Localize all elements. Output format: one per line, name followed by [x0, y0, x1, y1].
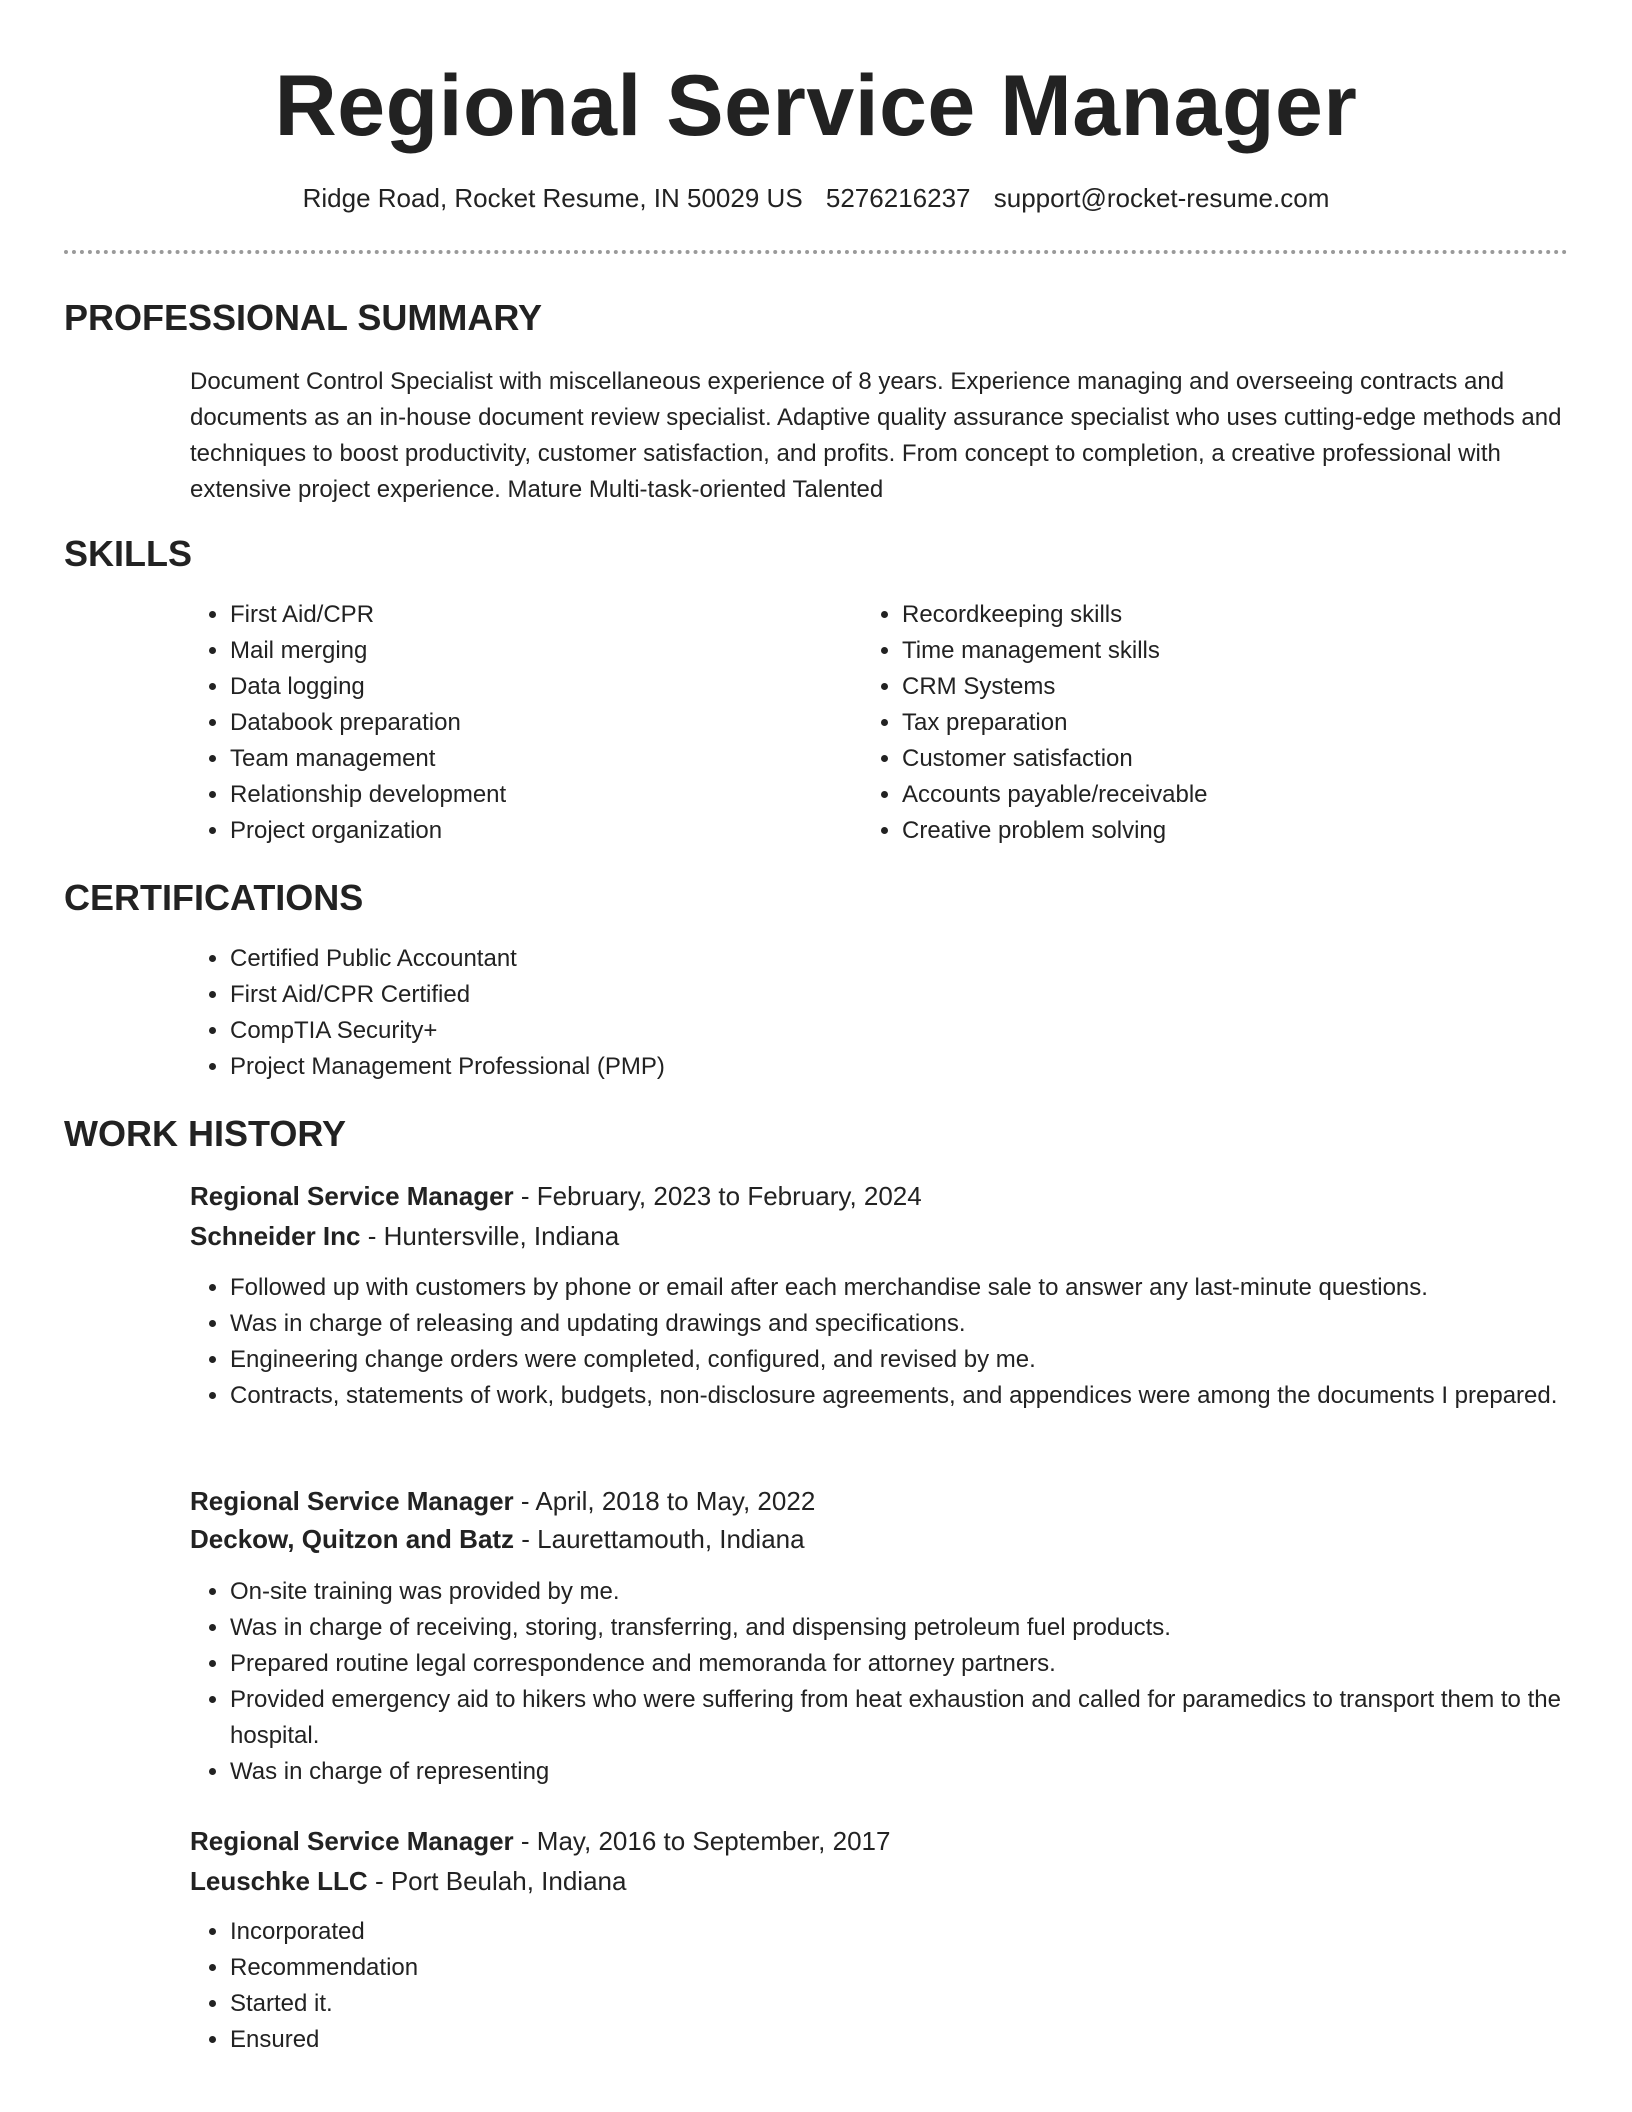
skill-item: • Customer satisfaction: [902, 741, 1502, 777]
job-company: Schneider Inc: [190, 1221, 361, 1251]
job-dates: - February, 2023 to February, 2024: [520, 1181, 922, 1211]
job-bullet: • Started it.: [230, 1986, 1610, 2022]
skills-list-left: [186, 597, 830, 849]
job-bullets: [186, 1914, 1610, 2058]
job-bullet: • Prepared routine legal correspondence and memoranda for attorney partners.: [230, 1646, 1610, 1682]
skill-item: • Relationship development: [230, 777, 830, 813]
job-title-line: [190, 1481, 815, 1521]
certifications-list: [186, 941, 1610, 1085]
skill-item: • Recordkeeping skills: [902, 597, 1502, 633]
job-role: Regional Service Manager: [190, 1826, 514, 1856]
skill-item: • Project organization: [230, 813, 830, 849]
job-title-line: [190, 1176, 922, 1216]
job-bullet: • Was in charge of receiving, storing, transferring, and dispensing petroleum fuel products.: [230, 1610, 1610, 1646]
job-location: - Port Beulah, Indiana: [374, 1866, 627, 1896]
skill-item: • Creative problem solving: [902, 813, 1502, 849]
job-bullet: • Recommendation: [230, 1950, 1610, 1986]
job-company-line: [190, 1519, 805, 1559]
certification-item: • Certified Public Accountant: [230, 941, 1610, 977]
skill-item: • Data logging: [230, 669, 830, 705]
header-divider: [64, 250, 1568, 254]
job-dates: - May, 2016 to September, 2017: [520, 1826, 891, 1856]
job-company-line: [190, 1216, 619, 1256]
skill-item: • Time management skills: [902, 633, 1502, 669]
job-company: Leuschke LLC: [190, 1866, 368, 1896]
job-bullets: [186, 1270, 1610, 1414]
job-bullets: [186, 1574, 1610, 1790]
contact-address: Ridge Road, Rocket Resume, IN 50029 US: [302, 183, 803, 213]
skill-item: • Accounts payable/receivable: [902, 777, 1502, 813]
resume-name: Regional Service Manager: [274, 58, 1358, 154]
skills-heading: SKILLS: [64, 533, 193, 574]
job-location: - Laurettamouth, Indiana: [521, 1524, 805, 1554]
skill-item: • Team management: [230, 741, 830, 777]
job-dates: - April, 2018 to May, 2022: [520, 1486, 816, 1516]
job-bullet: • Ensured: [230, 2022, 1610, 2058]
job-company-line: [190, 1861, 626, 1901]
job-bullet: • Contracts, statements of work, budgets, non-disclosure agreements, and appendices were among the documents I prepared.: [230, 1378, 1610, 1414]
skill-item: • Tax preparation: [902, 705, 1502, 741]
job-location: - Huntersville, Indiana: [367, 1221, 620, 1251]
skills-list-right: [858, 597, 1502, 849]
contact-email: support@rocket-resume.com: [993, 183, 1330, 213]
job-title-line: [190, 1821, 890, 1861]
job-role: Regional Service Manager: [190, 1486, 514, 1516]
certification-item: • First Aid/CPR Certified: [230, 977, 1610, 1013]
job-role: Regional Service Manager: [190, 1181, 514, 1211]
summary-text: Document Control Specialist with miscellaneous experience of 8 years. Experience managing and overseeing contracts and documents as an in-house document review specialist. Adaptive quality assurance specialist who uses cutting-edge methods and techniques to boost productivity, customer satisfaction, and profits. From concept to completion, a creative professional with extensive project experience. Mature Multi-task-oriented Talented: [190, 368, 1562, 503]
skill-item: • Mail merging: [230, 633, 830, 669]
job-bullet: • Incorporated: [230, 1914, 1610, 1950]
certification-item: • Project Management Professional (PMP): [230, 1049, 1610, 1085]
summary-heading: PROFESSIONAL SUMMARY: [64, 297, 543, 338]
skill-item: • First Aid/CPR: [230, 597, 830, 633]
work-history-heading: WORK HISTORY: [64, 1113, 347, 1154]
job-bullet: • Provided emergency aid to hikers who were suffering from heat exhaustion and called for paramedics to transport them to the hospital.: [230, 1682, 1610, 1754]
skill-item: • CRM Systems: [902, 669, 1502, 705]
contact-line: [0, 178, 1632, 218]
certifications-heading: CERTIFICATIONS: [64, 877, 364, 918]
job-bullet: • Followed up with customers by phone or email after each merchandise sale to answer any last-minute questions.: [230, 1270, 1610, 1306]
certification-item: • CompTIA Security+: [230, 1013, 1610, 1049]
job-bullet: • On-site training was provided by me.: [230, 1574, 1610, 1610]
contact-phone: 5276216237: [825, 183, 971, 213]
job-bullet: • Was in charge of representing: [230, 1754, 1610, 1790]
skill-item: • Databook preparation: [230, 705, 830, 741]
job-bullet: • Engineering change orders were completed, configured, and revised by me.: [230, 1342, 1610, 1378]
job-bullet: • Was in charge of releasing and updating drawings and specifications.: [230, 1306, 1610, 1342]
job-company: Deckow, Quitzon and Batz: [190, 1524, 515, 1554]
